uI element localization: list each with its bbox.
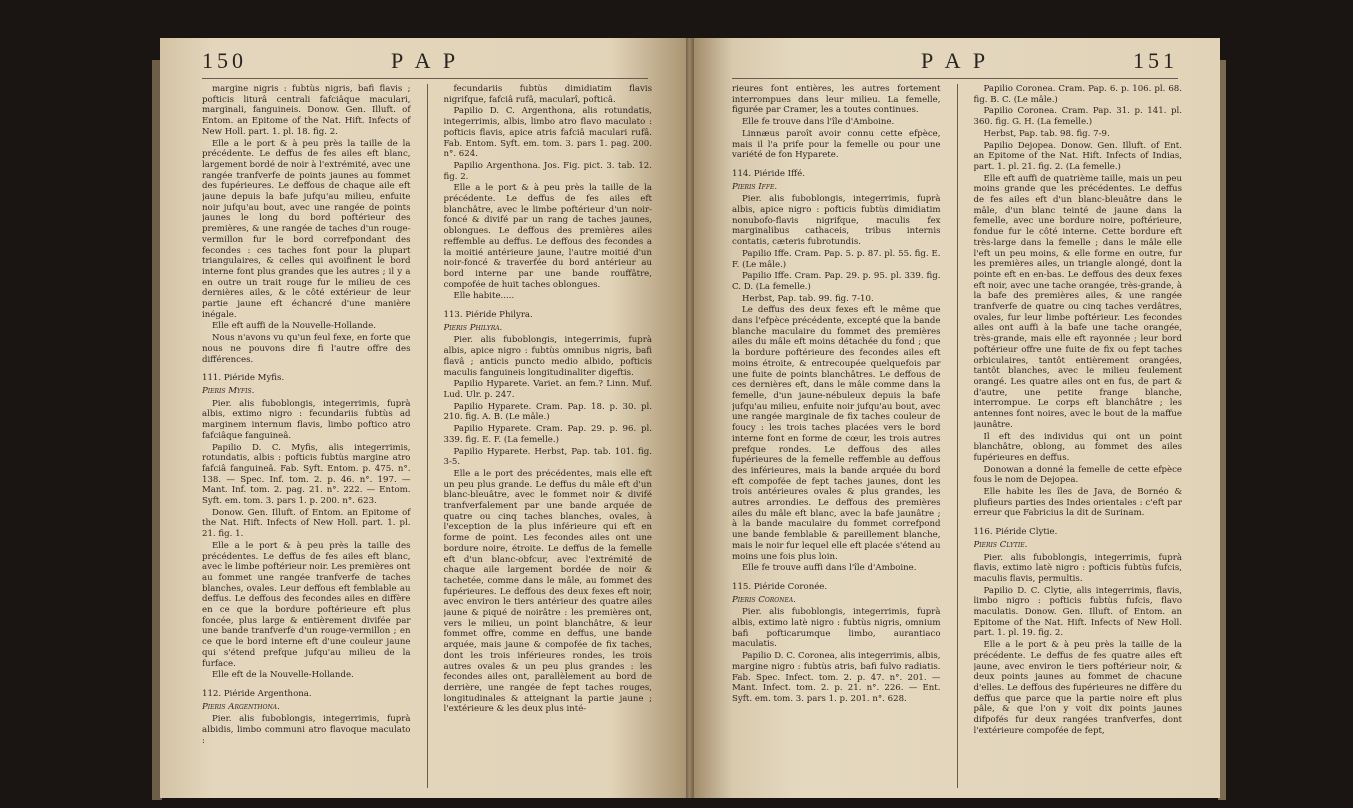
- paragraph: Papilio Coronea. Cram. Pap. 6. p. 106. pl. 68. fig. B. C. (Le mâle.): [973, 84, 1182, 105]
- paragraph: Pier. alis fuboblongis, integerrimis, fuprà albis, apice nigro : fubtùs omnibus nigris, bafi flavâ ; anticis puncto medio albido, pofticis maculis fanguineis longitudinaliter digeftis.: [443, 335, 652, 378]
- section-heading: 111. Piéride Myfis.: [202, 373, 285, 384]
- left-page: [160, 38, 690, 798]
- paragraph: Herbst, Pap. tab. 99. fig. 7-10.: [742, 293, 874, 304]
- paragraph: Elle a le port & à peu près la taille de la précédente. Le deffus de fes quatre ailes eft jaune, avec environ le tiers poftérieur noir, & deux points jaunes au fommet de chacune d'elles. Le deffous des fupérieures ne diffère du deffus que parce que la partie noire eft plus pâle, & que l'on y voit dix points jaunes difpofés fur deux rangées tranfverfes, dont l'extérieure compofée de fept,: [973, 640, 1182, 736]
- left-column-2: [444, 84, 653, 788]
- running-head: P A P: [390, 48, 460, 73]
- paragraph: fecundariis fubtùs dimidiatim flavis nigrifque, fafciâ rufâ, macularî, pofticâ.: [443, 84, 652, 105]
- paragraph: Donow. Gen. Illuft. of Entom. an Epitome of the Nat. Hift. Infects of New Holl. part. 1. pl. 21. fig. 1.: [202, 507, 411, 540]
- paragraph: Papilio Iffe. Cram. Pap. 5. p. 87. pl. 55. fig. E. F. (Le mâle.): [732, 248, 941, 270]
- book-gutter: [686, 38, 694, 798]
- paragraph: Papilio Iffe. Cram. Pap. 29. p. 95. pl. 339. fig. C. D. (La femelle.): [732, 271, 941, 292]
- paragraph: Pier. alis fuboblongis, integerrimis, fuprà albis, extimo nigro : fecundariis fubtùs ad marginem internum flavis, limbo poftico atro fafciâque fanguineâ.: [202, 398, 411, 441]
- paragraph: Papilio Hyparete. Cram. Pap. 18. p. 30. pl. 210. fig. A. B. (Le mâle.): [443, 401, 652, 423]
- paragraph: Papilio Hyparete. Cram. Pap. 29. p. 96. pl. 339. fig. E. F. (La femelle.): [443, 424, 652, 445]
- paragraph: Papilio Hyparete. Herbst, Pap. tab. 101. fig. 3-5.: [443, 446, 652, 468]
- paragraph: Papilio Hyparete. Variet. an fem.? Linn. Muf. Lud. Ulr. p. 247.: [443, 379, 652, 400]
- paragraph: Pier. alis fuboblongis, integerrimis, fuprà albidis, limbo communi atro flavoque maculato :: [202, 714, 411, 746]
- header-rule: [732, 78, 1178, 79]
- section-heading: 116. Piéride Clytie.: [973, 527, 1058, 538]
- paragraph: Papilio Dejopea. Donow. Gen. Illuft. of Ent. an Epitome of the Nat. Hift. Infects of Indias, part. 1. pl. 21. fig. 2. (La femelle.): [973, 140, 1182, 172]
- section-heading: 114. Piéride Iffé.: [732, 168, 805, 179]
- paragraph: Linnæus paroît avoir connu cette efpèce, mais il l'a prife pour la femelle ou pour une variété de fon Hyparete.: [732, 128, 941, 161]
- running-head: P A P: [920, 48, 990, 73]
- paragraph: Elle a le port & à peu près la taille des précédentes. Le deffus de fes ailes eft blanc, avec le limbe poftérieur noir. Les premières ont au fommet une rangée tranfverfe de taches blanches, ovales. Leur deffous eft femblable au deffus. Le deffous des fecondes ailes en diffère en ce que la bordure poftérieure eft plus foncée, plus large & entièrement divifée par une bande tranfverfe d'un rouge-vermillon ; en ce que le bord interne eft d'une couleur jaune qui s'étend prefque jufqu'au milieu de la furface.: [202, 540, 411, 669]
- paragraph: Elle eft auffi de quatrième taille, mais un peu moins grande que les précédentes. Le deffus de fes ailes eft d'un blanc-bleuâtre dans le mâle, d'un blanc teinté de jaune dans la femelle, avec une bordure noire, poftérieure, fondue fur le côté interne. Cette bordure eft très-large dans la femelle ; dans le mâle elle l'eft un peu moins, & elle forme en outre, fur les premières ailes, un triangle alongé, dont la pointe eft en en-bas. Le deffous des deux fexes eft noir, avec une tache orangée, très-grande, à la bafe des premières ailes, & une rangée tranfverfe de quatre ou cinq taches verdâtres, ovales, fur leur limbe poftérieur. Les fecondes ailes ont auffi à la bafe une tache orangée, très-grande, mais elle eft rayonnée ; leur bord poftérieur offre une fuite de fix ou fept taches orbiculaires, tantôt entièrement orangées, tantôt blanches, avec le milieu feulement orangé. Les quatre ailes ont en fus, de part & d'autre, une petite frange blanche, interrompue. Le corps eft blanchâtre ; les antennes font noires, avec le bout de la maffue jaunâtre.: [973, 173, 1182, 430]
- paragraph: Nous n'avons vu qu'un feul fexe, en forte que nous ne pouvons dire fi l'autre offre des différences.: [202, 333, 411, 365]
- paragraph: Papilio D. C. Argenthona, alis rotundatis, integerrimis, albis, limbo atro flavo maculato : pofticis flavis, apice atris fafciâ maculari rufâ. Fab. Entom. Syft. em. tom. 3. pars 1. pag. 200. n°. 624.: [443, 106, 652, 160]
- paragraph: Elle eft auffi de la Nouvelle-Hollande.: [212, 321, 377, 332]
- paragraph: Pier. alis fuboblongis, integerrimis, fuprà flavis, extimo latè nigro : pofticis fubtùs fufcis, maculis flavis, permultis.: [973, 552, 1182, 584]
- section-heading: 112. Piéride Argenthona.: [202, 688, 312, 699]
- paragraph: margine nigris : fubtùs nigris, bafi flavis ; pofticis liturâ centrali fafciâque maculari, marginali, fanguineis. Donow. Gen. Illuft. of Entom. an Epitome of the Nat. Hift. Infects of New Holl. part. 1. pl. 18. fig. 2.: [202, 84, 411, 137]
- paragraph: Donowan a donné la femelle de cette efpèce fous le nom de Dejopea.: [973, 464, 1182, 486]
- header-rule: [202, 78, 648, 79]
- right-page: [690, 38, 1220, 798]
- genus-heading: Pieris Myfis.: [202, 385, 255, 396]
- paragraph: Elle eft de la Nouvelle-Hollande.: [212, 670, 354, 681]
- genus-heading: Pieris Clytie.: [973, 539, 1028, 550]
- paragraph: rieures font entières, les autres fortement interrompues dans leur milieu. La femelle, figurée par Cramer, les a toutes continues.: [732, 84, 941, 116]
- paragraph: Elle fe trouve auffi dans l'île d'Amboine.: [742, 563, 917, 574]
- paragraph: Il eft des individus qui ont un point blanchâtre, oblong, au fommet des ailes fupérieures en deffus.: [973, 431, 1182, 463]
- paragraph: Papilio Argenthona. Jos. Fig. pict. 3. tab. 12. fig. 2.: [443, 160, 652, 182]
- section-heading: 113. Piéride Philyra.: [443, 310, 533, 321]
- column-divider: [427, 84, 428, 788]
- paragraph: Elle fe trouve dans l'île d'Amboine.: [742, 117, 895, 128]
- paragraph: Pier. alis fuboblongis, integerrimis, fuprà albis, apice nigro : pofticis fubtùs dimidiatim nonubofo-flavis nigrifque, maculis fex marginalibus cathaceis, tribus internis contatis, cæteris fubrotundis.: [732, 194, 941, 248]
- page-number: 150: [202, 48, 247, 73]
- genus-heading: Pieris Iffe.: [732, 181, 778, 192]
- right-column-1: [732, 84, 941, 788]
- paragraph: Herbst, Pap. tab. 98. fig. 7-9.: [983, 128, 1110, 139]
- paragraph: Papilio D. C. Coronea, alis integerrimis, albis, margine nigro : fubtùs atris, bafi fulvo radiatis. Fab. Spec. Infect. tom. 2. p. 47. n°. 201. — Mant. Infect. tom. 2. p. 21. n°. 226. — Ent. Syft. em. tom. 3. pars 1. p. 201. n°. 628.: [732, 651, 941, 704]
- paragraph: Le deffus des deux fexes eft le même que dans l'efpèce précédente, excepté que la bande blanche maculaire du fommet des premières ailes du mâle eft moins détachée du fond ; que la bordure poftérieure des fecondes ailes eft moins étroite, & entrecoupée quelquefois par une fuite de points blanchâtres. Le deffous de ces dernières eft, dans le mâle comme dans la femelle, d'un jaune-nébuleux depuis la bafe jufqu'au milieu, enfuite noir jufqu'au bout, avec une rangée marginale de fix taches couleur de foucy : les trois taches placées vers le bord interne font en forme de cœur, les trois autres prefque rondes. Le deffous des ailes fupérieures de la femelle reffemble au deffous des inférieures, mais la bande arquée du bord eft compofée de fept taches jaunes, dont les trois antérieures ovales & plus grandes, les autres arrondies. Le deffous des premières ailes du mâle eft blanc, avec la bafe jaunâtre ; à la bande maculaire du fommet correfpond une bande femblable & pareillement blanche, mais le noir fur lequel elle eft placée s'étend au moins une fois plus loin.: [732, 305, 941, 562]
- genus-heading: Pieris Philyra.: [443, 322, 503, 333]
- left-page-header: [202, 48, 648, 78]
- paragraph: Papilio Coronea. Cram. Pap. 31. p. 141. pl. 360. fig. G. H. (La femelle.): [973, 106, 1182, 128]
- genus-heading: Pieris Argenthona.: [202, 701, 280, 712]
- paragraph: Papilio D. C. Clytie, alis integerrimis, flavis, limbo nigro : pofticis fubtùs fufcis, flavo maculatis. Donow. Gen. Illuft. of Entom. an Epitome of the Nat. Hift. Infects of New Holl. part. 1. pl. 19. fig. 2.: [973, 585, 1182, 639]
- paragraph: Elle a le port & à peu près la taille de la précédente. Le deffus de fes ailes eft blanc, largement bordé de noir à l'extrémité, avec une rangée tranfverfe de points jaunes au fommet des fupérieures. Le deffous de chaque aile eft jaune depuis la bafe jufqu'au milieu, enfuite noir jufqu'au bout, avec une rangée de points jaunes le long du bord poftérieur des premières, & une rangée de taches d'un rouge-vermillon fur le bord correfpondant des fecondes : ces taches font pour la plupart triangulaires, & celles qui avoifinent le bord interne font plus grandes que les autres ; il y a en outre un trait rouge fur le milieu de ces dernières ailes, & le côté extérieur de leur partie jaune eft échancré d'une manière inégale.: [202, 138, 411, 320]
- genus-heading: Pieris Coronea.: [732, 594, 796, 605]
- left-column-1: [202, 84, 411, 788]
- page-number: 151: [1133, 48, 1178, 73]
- text-columns: [202, 84, 652, 788]
- section-heading: 115. Piéride Coronée.: [732, 581, 828, 592]
- paragraph: Elle a le port des précédentes, mais elle eft un peu plus grande. Le deffus du mâle eft d'un blanc-bleuâtre, avec le fommet noir & divifé tranfverfalement par une bande arquée de quatre ou cinq taches blanches, ovales, à l'exception de la plus inférieure qui eft en forme de point. Les fecondes ailes ont une bordure noire, étroite. Le deffus de la femelle eft d'un blanc-obfcur, avec l'extrémité de chaque aile largement bordée de noir & tachetée, comme dans le mâle, au fommet des fupérieures. Le deffous des deux fexes eft noir, avec environ le tiers antérieur des quatre ailes jaune & piqué de noirâtre : les premières ont, vers le milieu, un point blanchâtre, & leur fommet offre, comme en deffus, une bande arquée, mais jaune & compofée de fix taches, dont les trois inférieures rondes, les trois autres ovales & un peu plus grandes : les fecondes ailes ont, parallèlement au bord de derrière, une rangée de fept taches rouges, longitudinales & atteignant la partie jaune ; l'extérieure & les deux plus inté-: [443, 468, 652, 715]
- right-column-2: [974, 84, 1183, 788]
- paragraph: Papilio D. C. Myfis, alis integerrimis, rotundatis, albis : pofticis fubtùs margine atro fafciâ fanguineâ. Fab. Syft. Entom. p. 475. n°. 138. — Spec. Inf. tom. 2. p. 46. n°. 197. — Mant. Inf. tom. 2. pag. 21. n°. 222. — Entom. Syft. em. tom. 3. pars 1. p. 200. n°. 623.: [202, 442, 411, 507]
- paragraph: Elle a le port & à peu près la taille de la précédente. Le deffus de fes ailes eft blanchâtre, avec le limbe poftérieur d'un noir-foncé & divifé par un rang de taches jaunes, oblongues. Le deffous des premières ailes reffemble au deffus. Le deffous des fecondes a la moitié antérieure jaune, l'autre moitié d'un noir-foncé & traverfée du bord antérieur au bord interne par une bande rouffâtre, compofée de huit taches oblongues.: [443, 183, 652, 290]
- column-divider: [957, 84, 958, 788]
- paragraph: Pier. alis fuboblongis, integerrimis, fuprà albis, extimo latè nigro : fubtùs nigris, omnium bafi pofticarumque limbo, aurantiaco maculatis.: [732, 607, 941, 650]
- paragraph: Elle habite.....: [453, 291, 515, 302]
- text-columns: [732, 84, 1182, 788]
- right-page-header: [732, 48, 1178, 78]
- book-spread: [160, 38, 1220, 798]
- paragraph: Elle habite les îles de Java, de Bornéo & plufieurs parties des Indes orientales : c'eft par erreur que Fabricius la dit de Surinam.: [973, 487, 1182, 519]
